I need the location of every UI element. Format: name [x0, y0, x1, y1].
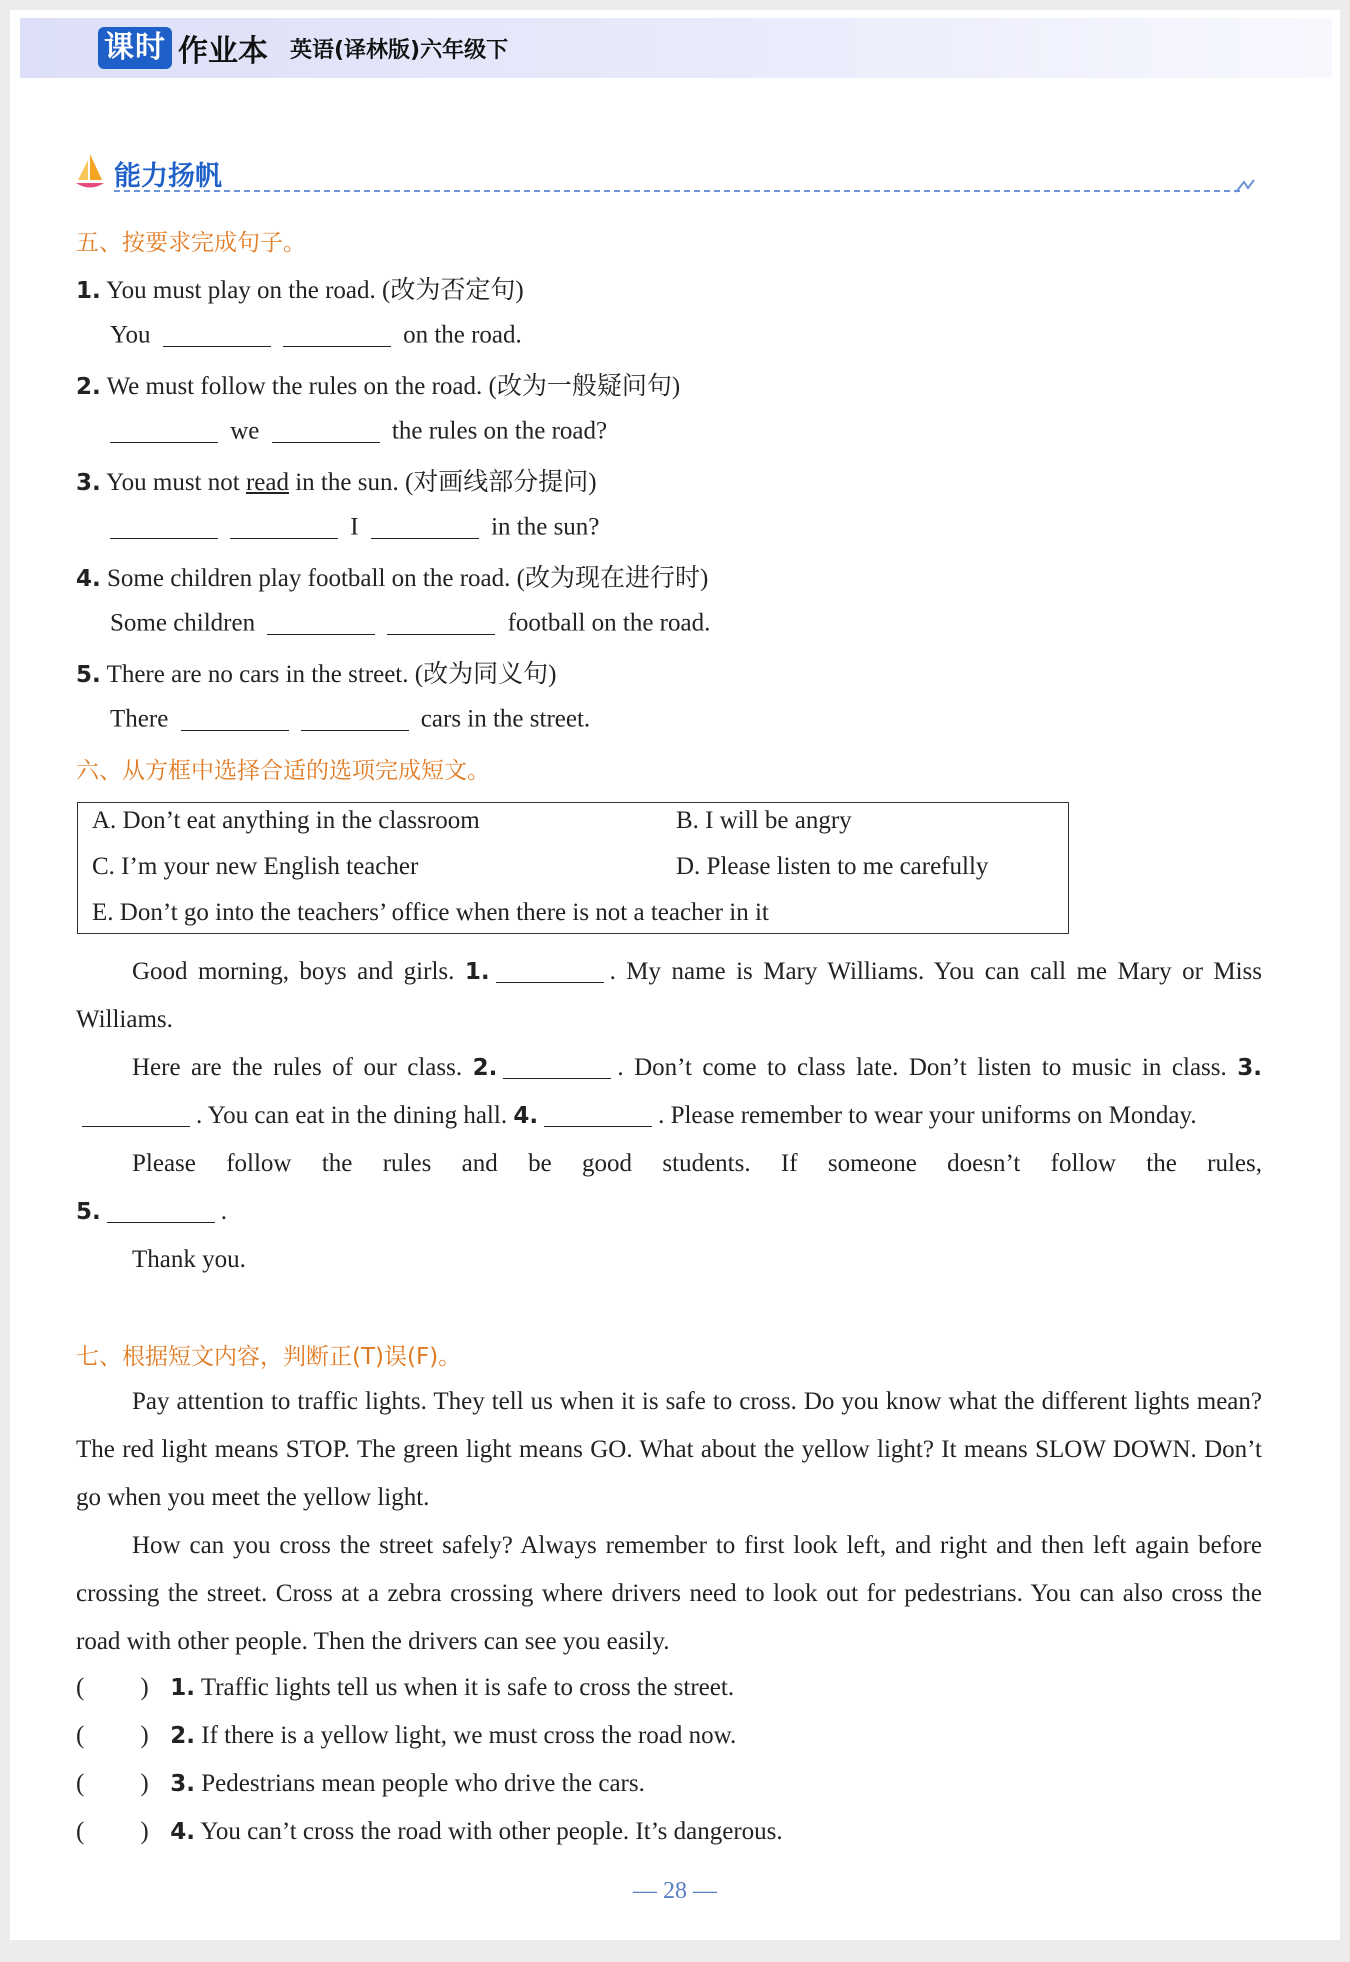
answer-blank[interactable]	[110, 510, 218, 539]
q5-item-2-answer: we the rules on the road?	[110, 414, 607, 446]
q6-heading: 六、从方框中选择合适的选项完成短文。	[76, 758, 490, 784]
option-b: B. I will be angry	[676, 807, 852, 834]
answer-blank[interactable]	[181, 702, 289, 731]
tf-statement-2: ( ) 2. If there is a yellow light, we must cross the road now.	[76, 1722, 737, 1749]
answer-paren[interactable]: ( )	[76, 1722, 149, 1749]
logo-mark: 课时	[98, 27, 172, 69]
answer-blank[interactable]	[163, 318, 271, 347]
passage-paragraph: Thank you.	[132, 1246, 246, 1273]
answer-paren[interactable]: ( )	[76, 1818, 149, 1845]
q5-item-3-prompt: 3. You must not read in the sun. (对画线部分提问)	[76, 469, 597, 496]
answer-blank[interactable]	[301, 702, 409, 731]
passage-paragraph: 5. .	[76, 1188, 1262, 1236]
q5-item-2-prompt: 2. We must follow the rules on the road. (改为一般疑问句)	[76, 373, 681, 400]
passage-paragraph: Please follow the rules and be good students. If someone doesn’t follow the rules,	[132, 1150, 1262, 1177]
q5-item-4-answer: Some children football on the road.	[110, 606, 710, 638]
passage-paragraph: Pay attention to traffic lights. They tell us when it is safe to cross. Do you know what the different lights mean? The red light means STOP. The green light means GO. What about the yellow light? It means SLOW DOWN. Don’t go when you meet the yellow light.	[76, 1388, 1262, 1511]
answer-blank[interactable]	[230, 510, 338, 539]
answer-blank[interactable]	[283, 318, 391, 347]
passage-paragraph: Good morning, boys and girls. 1. . My name is Mary Williams. You can call me Mary or Miss Williams.	[76, 948, 1262, 1044]
tf-statement-1: ( ) 1. Traffic lights tell us when it is safe to cross the street.	[76, 1674, 735, 1701]
q5-item-1-answer: You on the road.	[110, 318, 522, 350]
answer-blank[interactable]	[107, 1195, 215, 1224]
answer-paren[interactable]: ( )	[76, 1770, 149, 1797]
tf-statement-4: ( ) 4. You can’t cross the road with other people. It’s dangerous.	[76, 1818, 783, 1845]
answer-blank[interactable]	[272, 414, 380, 443]
answer-paren[interactable]: ( )	[76, 1674, 149, 1701]
sail-icon	[76, 152, 106, 192]
dashed-divider	[114, 190, 1240, 192]
tf-statement-3: ( ) 3. Pedestrians mean people who drive the cars.	[76, 1770, 645, 1797]
header-logo	[98, 26, 508, 70]
subject-label: 英语(译林版)六年级下	[290, 37, 509, 63]
section-title: 能力扬帆	[114, 161, 222, 192]
q7-passage	[76, 1378, 1262, 1666]
section-header	[70, 150, 1260, 196]
q5-item-5-prompt: 5. There are no cars in the street. (改为同义句)	[76, 661, 557, 688]
options-box	[77, 802, 1069, 934]
answer-blank[interactable]	[267, 606, 375, 635]
q5-item-1-prompt: 1. You must play on the road. (改为否定句)	[76, 277, 524, 304]
answer-blank[interactable]	[110, 414, 218, 443]
answer-blank[interactable]	[387, 606, 495, 635]
workbook-page	[10, 10, 1340, 1940]
option-c: C. I’m your new English teacher	[92, 853, 419, 880]
passage-paragraph: How can you cross the street safely? Always remember to first look left, and right and then left again before crossing the street. Cross at a zebra crossing where drivers need to look out for pedestrians. You can also cross the road with other people. Then the drivers can see you easily.	[76, 1532, 1262, 1655]
q6-passage	[76, 948, 1262, 1284]
answer-blank[interactable]	[82, 1099, 190, 1128]
q7-heading: 七、根据短文内容，判断正(T)误(F)。	[76, 1344, 462, 1370]
page-number: — 28 —	[633, 1878, 717, 1904]
logo-title: 作业本	[178, 34, 268, 69]
q5-item-5-answer: There cars in the street.	[110, 702, 590, 734]
answer-blank[interactable]	[544, 1099, 652, 1128]
q5-item-3-answer: I in the sun?	[110, 510, 599, 542]
option-e: E. Don’t go into the teachers’ office when there is not a teacher in it	[92, 899, 769, 926]
passage-paragraph: Here are the rules of our class. 2. . Don’t come to class late. Don’t listen to music in class. 3.. You can eat in the dining hall. 4. . Please remember to wear your uniforms on Monday.	[76, 1044, 1262, 1140]
q5-item-4-prompt: 4. Some children play football on the road. (改为现在进行时)	[76, 565, 709, 592]
option-d: D. Please listen to me carefully	[676, 853, 989, 880]
wave-icon	[1234, 178, 1256, 196]
option-a: A. Don’t eat anything in the classroom	[92, 807, 480, 834]
answer-blank[interactable]	[371, 510, 479, 539]
q5-heading: 五、按要求完成句子。	[76, 230, 306, 256]
answer-blank[interactable]	[496, 955, 604, 984]
answer-blank[interactable]	[503, 1051, 611, 1080]
